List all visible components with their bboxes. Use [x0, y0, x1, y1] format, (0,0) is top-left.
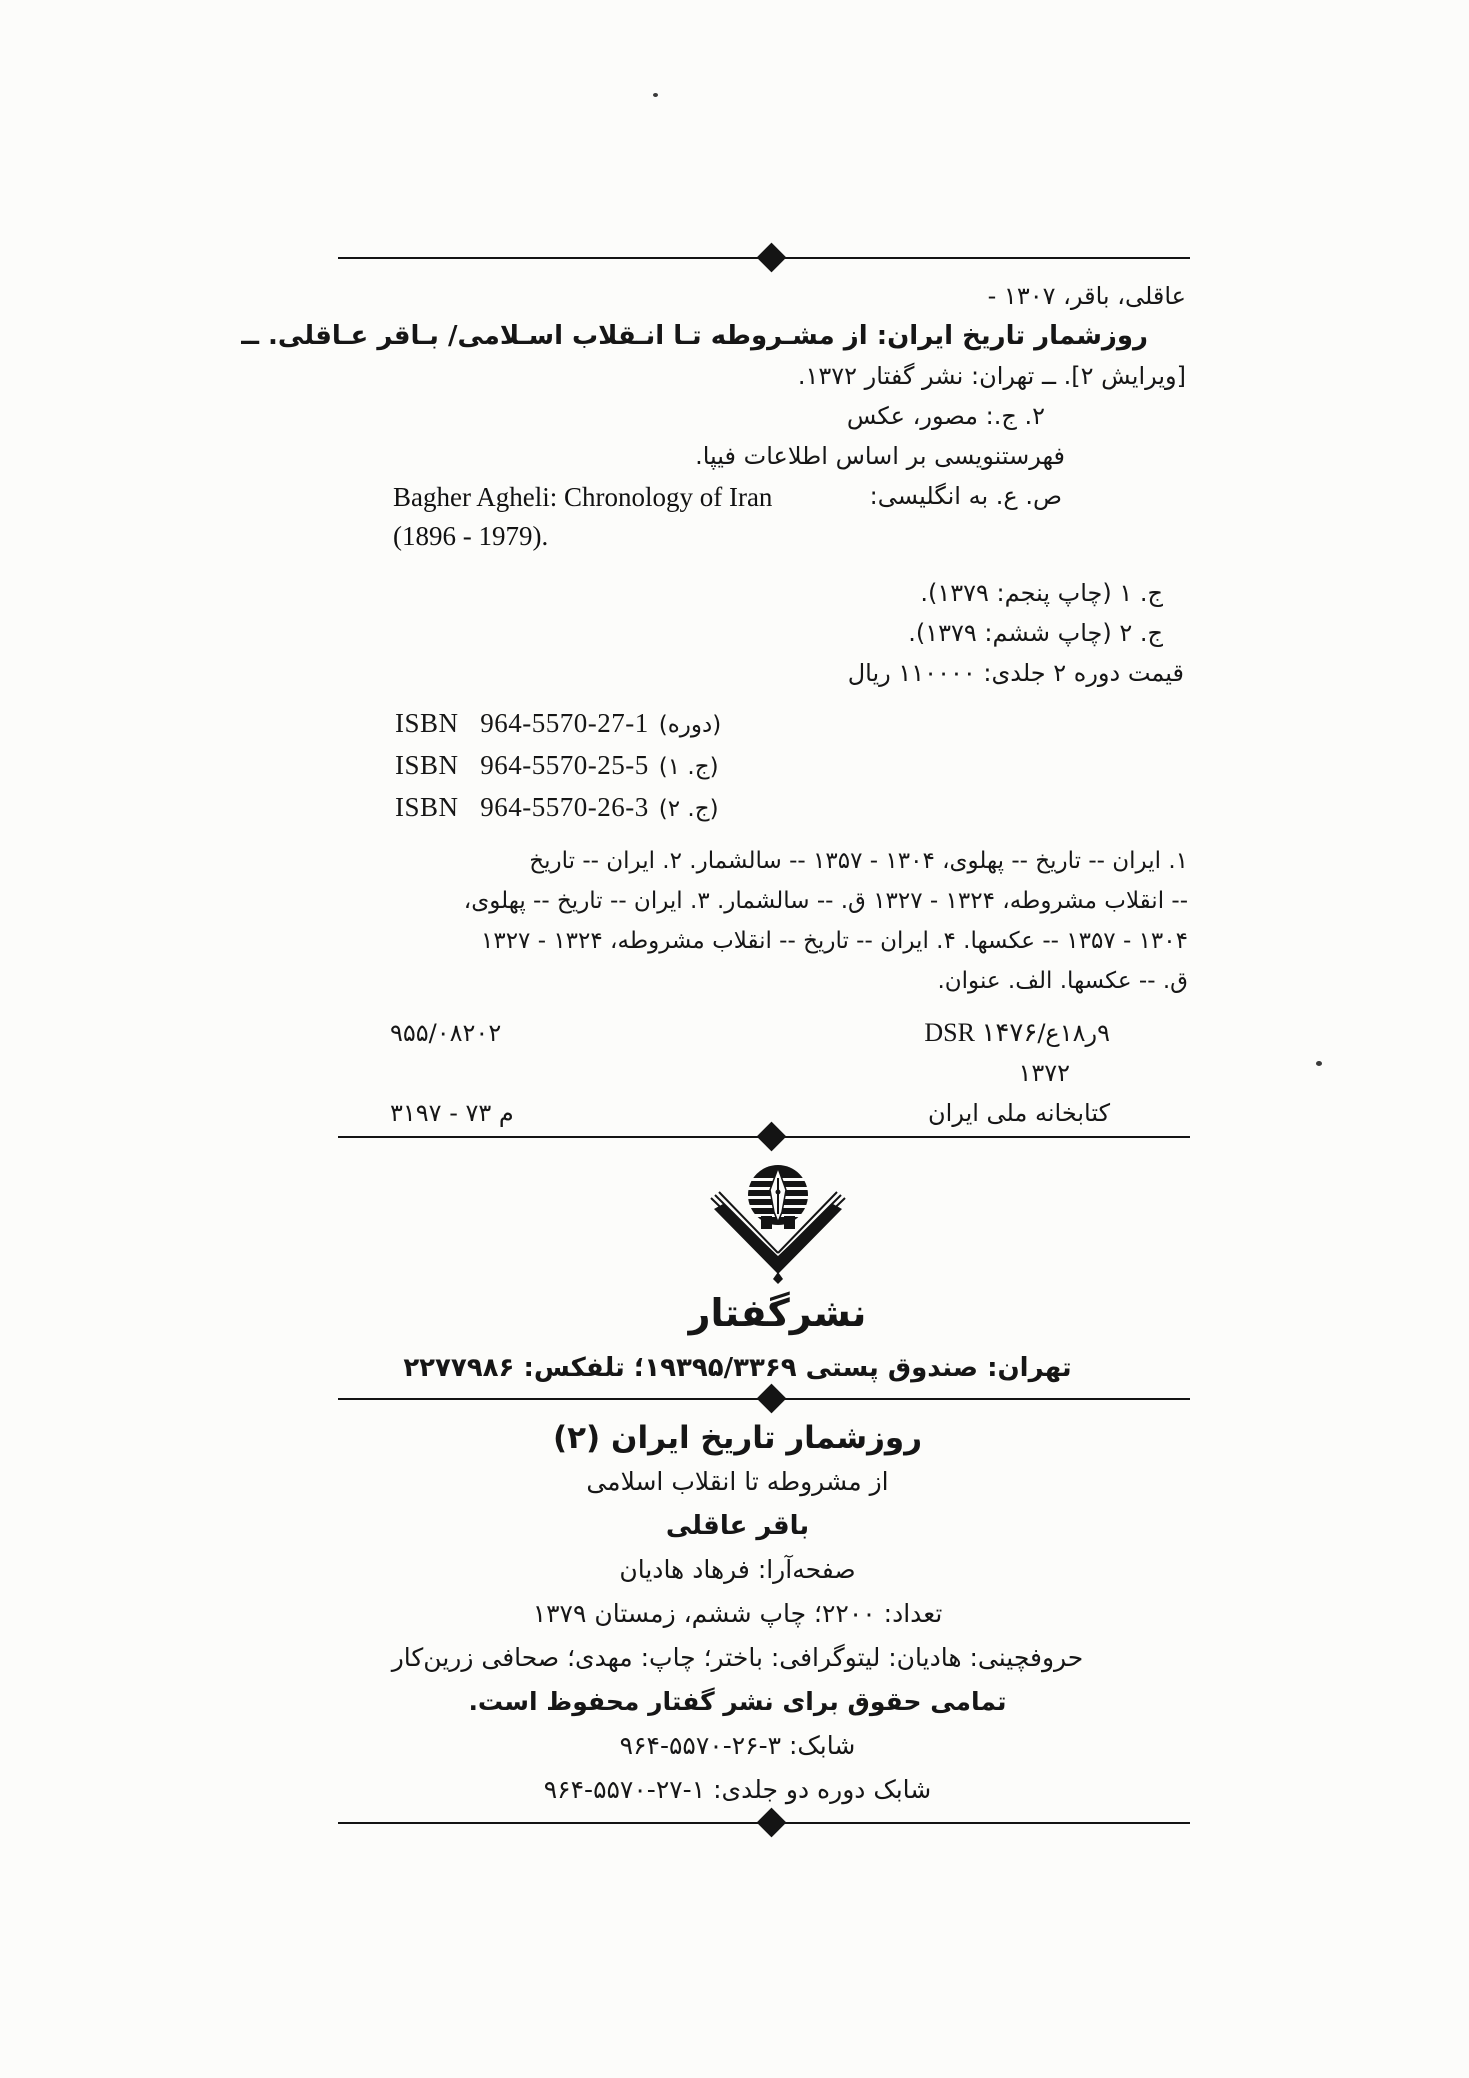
ornament-rule-cip-bottom	[338, 1125, 1190, 1149]
book-subtitle: از مشروطه تا انقلاب اسلامی	[586, 1467, 889, 1496]
cip-english-title-years: (1896 - 1979).	[393, 521, 549, 551]
cip-fipa-note: فهرستنویسی بر اساس اطلاعات فیپا.	[695, 442, 1065, 470]
subject-heading-line: ق. -- عکسها. الف. عنوان.	[937, 968, 1188, 994]
record-number: ۳۱۹۷ - ۷۳ م	[390, 1099, 514, 1127]
diamond-ornament	[757, 1808, 787, 1838]
isbn-set-note: (دوره)	[658, 712, 722, 738]
book-author: باقر عاقلی	[665, 1511, 810, 1541]
cip-author-heading: عاقلی، باقر، ۱۳۰۷ -	[987, 282, 1186, 310]
diamond-ornament	[757, 1122, 787, 1152]
cip-price: قیمت دوره ۲ جلدی: ۱۱۰۰۰۰ ریال	[847, 659, 1184, 687]
cataloging-year: ۱۳۷۲	[1018, 1059, 1070, 1087]
shabak-isbn-set: شابک دوره دو جلدی: ۱-۲۷-۵۵۷۰-۹۶۴	[543, 1775, 932, 1804]
call-number-cutter: ۹ر۱۸ع/	[1037, 1019, 1110, 1047]
diamond-ornament	[757, 1384, 787, 1414]
subject-heading-line: -- انقلاب مشروطه، ۱۳۲۴ - ۱۳۲۷ ق. -- سالشمار. ۳. ایران -- تاریخ -- پهلوی،	[463, 888, 1188, 914]
ornament-rule-top	[338, 246, 1190, 270]
page-layout-credit: صفحه‌آرا: فرهاد هادیان	[619, 1555, 856, 1584]
cip-english-note	[285, 476, 1190, 516]
publisher-block	[285, 1162, 1190, 1386]
scan-speck	[1316, 1061, 1322, 1066]
cip-block	[241, 276, 1190, 1133]
cip-edition-imprint: [ویرایش ۲]. ــ تهران: نشر گفتار ۱۳۷۲.	[797, 362, 1186, 390]
isbn-vol1-row	[285, 745, 1190, 787]
cip-vol1-print: ج. ۱ (چاپ پنجم: ۱۳۷۹).	[920, 579, 1163, 607]
subject-heading-line: ۱۳۰۴ - ۱۳۵۷ -- عکسها. ۴. ایران -- تاریخ -- انقلاب مشروطه، ۱۳۲۴ - ۱۳۲۷	[480, 928, 1188, 954]
call-number-row	[285, 1013, 1190, 1053]
dewey-number: ۹۵۵/۰۸۲۰۲	[390, 1019, 502, 1047]
isbn-vol2-number: ISBN 964-5570-26-3	[395, 792, 649, 822]
ornament-rule-bottom	[338, 1811, 1190, 1835]
isbn-vol1-note: (ج. ۱)	[658, 754, 719, 780]
ornament-rule-publisher	[338, 1387, 1190, 1411]
isbn-vol2-row	[285, 787, 1190, 829]
isbn-vol2-note: (ج. ۲)	[658, 796, 719, 822]
isbn-set-number: ISBN 964-5570-27-1	[395, 708, 649, 738]
colophon-block	[285, 1416, 1190, 1812]
production-credits: حروفچینی: هادیان: لیتوگرافی: باختر؛ چاپ: مهدی؛ صحافی زرین‌کار	[391, 1643, 1084, 1672]
publisher-logotype: نشرگفتار	[688, 1291, 867, 1335]
cip-title-statement: روزشمار تاریخ ایران: از مشـروطه تـا انـقلاب اسـلامی/ بـاقر عـاقلی. ــ	[241, 321, 1148, 351]
publisher-logo	[703, 1162, 853, 1288]
cip-vol2-print: ج. ۲ (چاپ ششم: ۱۳۷۹).	[908, 619, 1163, 647]
cip-english-note-label: ص. ع. به انگلیسی:	[869, 482, 1062, 510]
subject-heading-line: ۱. ایران -- تاریخ -- پهلوی، ۱۳۰۴ - ۱۳۵۷ -- سالشمار. ۲. ایران -- تاریخ	[529, 848, 1188, 874]
publisher-address: تهران: صندوق پستی ۱۹۳۹۵/۳۳۶۹؛ تلفکس: ۲۲۷۷۹۸۶	[403, 1353, 1072, 1383]
publisher-logo-graphic	[703, 1162, 853, 1284]
print-run-line: تعداد: ۲۲۰۰؛ چاپ ششم، زمستان ۱۳۷۹	[532, 1599, 943, 1628]
national-library-label: کتابخانه ملی ایران	[928, 1099, 1110, 1127]
copyright-notice: تمامی حقوق برای نشر گفتار محفوظ است.	[468, 1687, 1007, 1716]
diamond-ornament	[757, 243, 787, 273]
scan-speck	[653, 93, 658, 97]
cip-english-title: Bagher Agheli: Chronology of Iran	[393, 482, 773, 512]
shabak-isbn: شابک: ۳-۲۶-۵۵۷۰-۹۶۴	[619, 1731, 856, 1760]
call-number-class: DSR ۱۴۷۶	[924, 1018, 1038, 1047]
book-title: روزشمار تاریخ ایران (۲)	[552, 1420, 923, 1456]
isbn-set-row	[285, 703, 1190, 745]
cip-collation: ۲. ج.: مصور، عکس	[846, 402, 1045, 430]
isbn-vol1-number: ISBN 964-5570-25-5	[395, 750, 649, 780]
